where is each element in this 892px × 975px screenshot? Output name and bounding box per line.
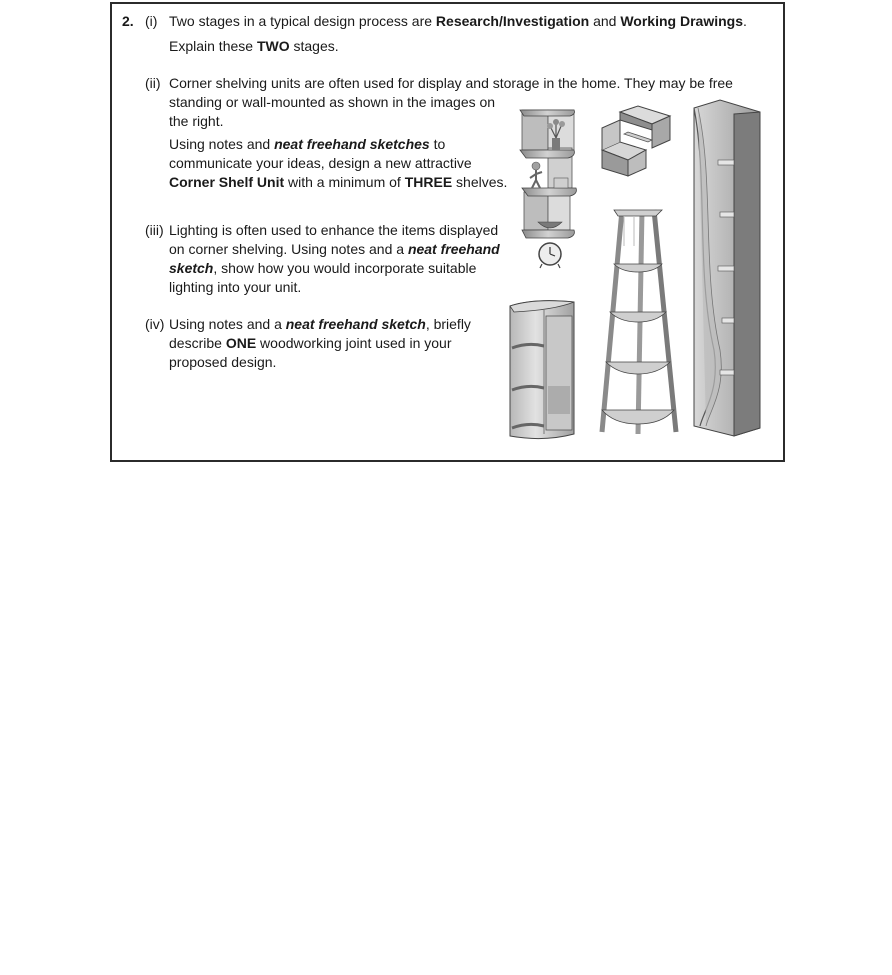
question-number: 2.	[122, 13, 134, 29]
twisted-corner-bookcase-image	[690, 100, 764, 436]
part-i-line-2: Explain these TWO stages.	[169, 38, 339, 54]
part-ii-label: (ii)	[145, 75, 161, 91]
part-iv-line-1: Using notes and a neat freehand sketch, briefly	[169, 316, 471, 332]
part-ii-line-1: Corner shelving units are often used for display and storage in the home. They may be free	[169, 75, 733, 91]
part-iii-line-2: on corner shelving. Using notes and a neat freehand	[169, 241, 500, 257]
part-i-label: (i)	[145, 13, 158, 29]
part-ii-line-2: standing or wall-mounted as shown in the images on	[169, 94, 496, 110]
part-iv-line-2: describe ONE woodworking joint used in your	[169, 335, 452, 351]
part-iii-line-3: sketch, show how you would incorporate suitable	[169, 260, 477, 276]
tiered-corner-ladder-shelf-image	[594, 206, 684, 436]
part-iii-line-1: Lighting is often used to enhance the items displayed	[169, 222, 499, 238]
part-iii-line-4: lighting into your unit.	[169, 279, 302, 295]
part-i-line-1: Two stages in a typical design process are Research/Investigation and Working Drawings.	[169, 13, 747, 29]
part-ii-line-5: communicate your ideas, design a new attractive	[169, 155, 472, 171]
part-iii-label: (iii)	[145, 222, 164, 238]
wall-mounted-corner-shelves-image	[518, 104, 582, 270]
rounded-corner-cabinet-image	[504, 296, 580, 446]
part-ii-line-4: Using notes and neat freehand sketches to	[169, 136, 446, 152]
part-ii-line-6: Corner Shelf Unit with a minimum of THREE shelves.	[169, 174, 508, 190]
part-iv-line-3: proposed design.	[169, 354, 277, 370]
part-iv-label: (iv)	[145, 316, 165, 332]
part-ii-line-3: the right.	[169, 113, 224, 129]
stepped-corner-wall-shelf-image	[598, 106, 674, 176]
